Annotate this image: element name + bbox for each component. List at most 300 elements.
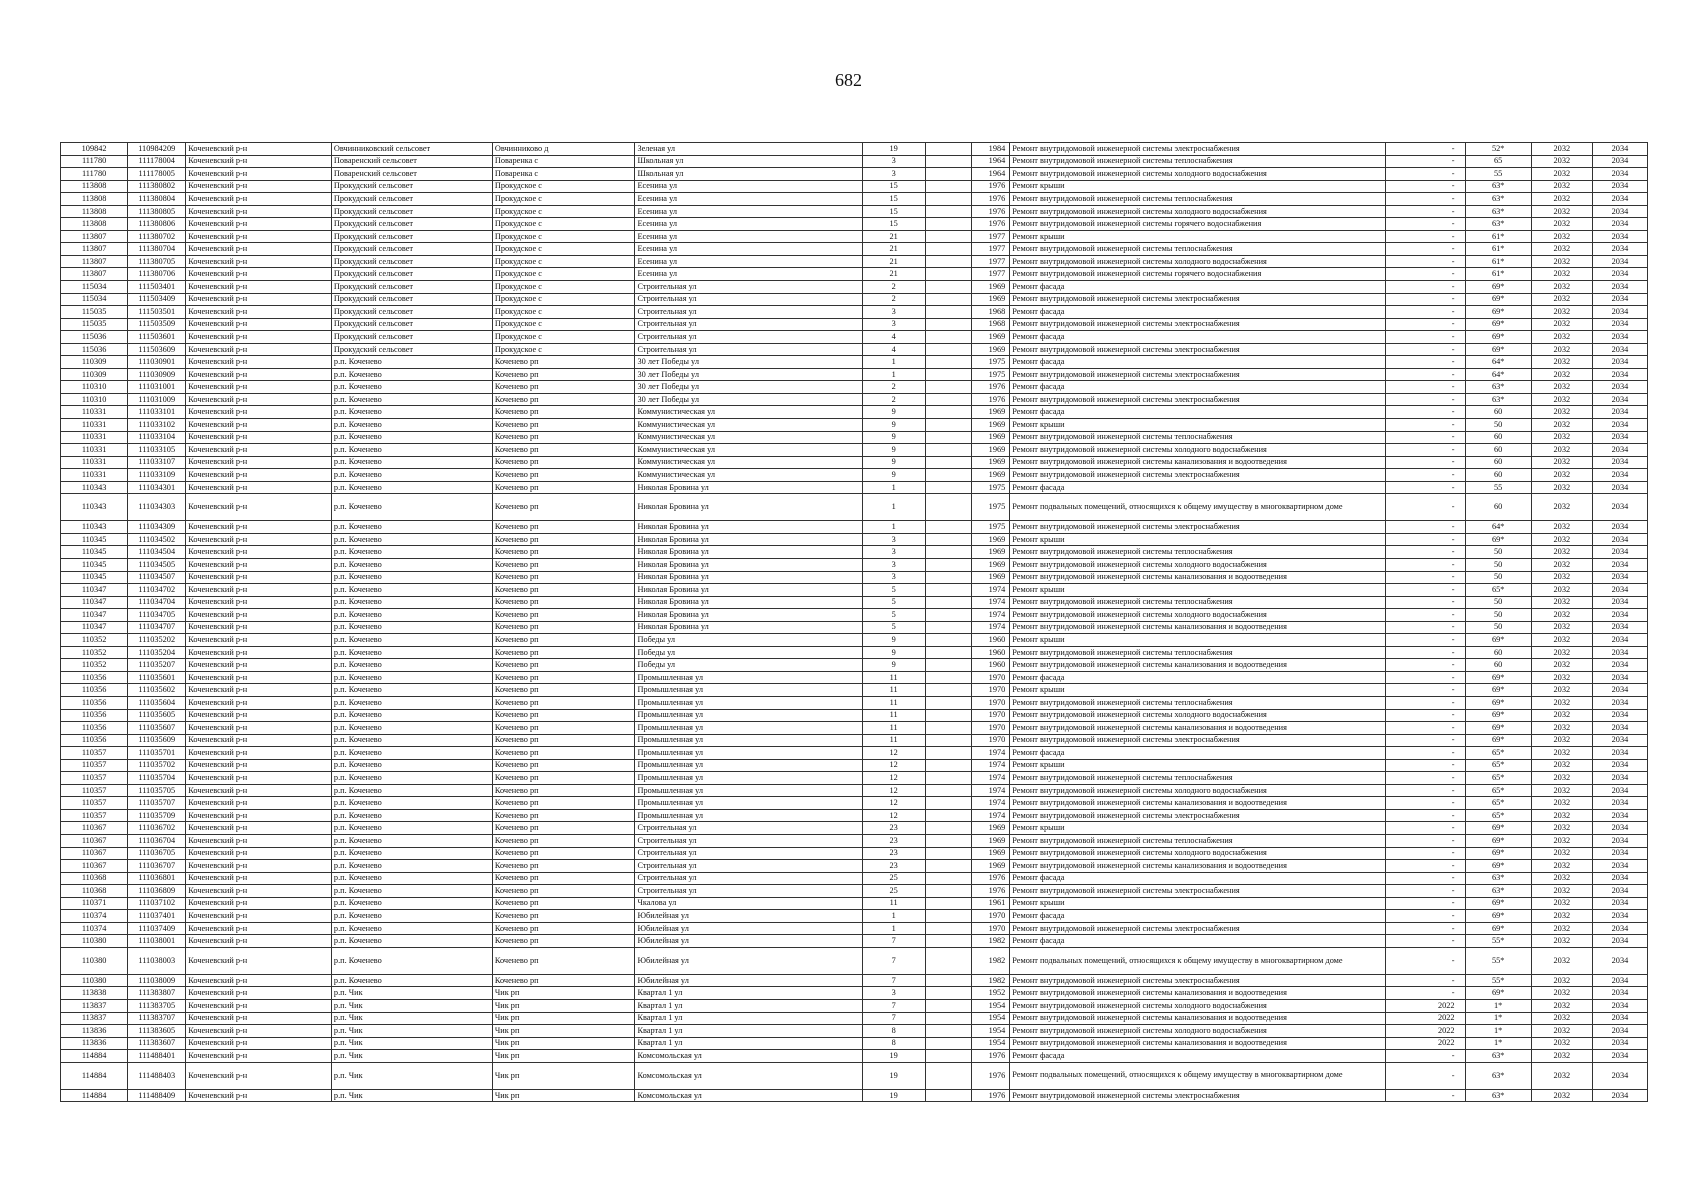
work-code-cell: 111488401 <box>128 1050 186 1063</box>
prev-repair-year-cell: - <box>1386 709 1465 722</box>
house-letter-cell <box>925 268 971 281</box>
work-code-cell: 111034705 <box>128 609 186 622</box>
street-cell: Квартал 1 ул <box>635 1000 862 1013</box>
work-type-cell: Ремонт фасада <box>1010 281 1386 294</box>
year-start-cell: 2032 <box>1531 168 1592 181</box>
year-start-cell: 2032 <box>1531 634 1592 647</box>
object-id-cell: 111780 <box>61 168 128 181</box>
district-cell: Коченевский р-н <box>186 1062 332 1089</box>
work-code-cell: 111380802 <box>128 180 186 193</box>
work-code-cell: 111383705 <box>128 1000 186 1013</box>
municipality-cell: Прокудский сельсовет <box>331 255 492 268</box>
build-year-cell: 1970 <box>971 709 1010 722</box>
locality-cell: Коченево рп <box>492 885 635 898</box>
year-end-cell: 2034 <box>1592 558 1647 571</box>
locality-cell: Чик рп <box>492 987 635 1000</box>
year-end-cell: 2034 <box>1592 684 1647 697</box>
house-letter-cell <box>925 947 971 974</box>
locality-cell: Прокудское с <box>492 243 635 256</box>
prev-repair-year-cell: - <box>1386 180 1465 193</box>
municipality-cell: р.п. Коченево <box>331 910 492 923</box>
work-code-cell: 111030901 <box>128 356 186 369</box>
build-year-cell: 1954 <box>971 1000 1010 1013</box>
locality-cell: Коченево рп <box>492 444 635 457</box>
house-number-cell: 12 <box>862 759 925 772</box>
table-row <box>61 331 1648 344</box>
table-row <box>61 797 1648 810</box>
table-row <box>61 822 1648 835</box>
street-cell: Квартал 1 ул <box>635 1012 862 1025</box>
street-cell: Коммунистическая ул <box>635 419 862 432</box>
wear-percent-cell: 69* <box>1465 331 1531 344</box>
year-end-cell: 2034 <box>1592 974 1647 987</box>
district-cell: Коченевский р-н <box>186 481 332 494</box>
work-code-cell: 111038001 <box>128 935 186 948</box>
municipality-cell: р.п. Коченево <box>331 659 492 672</box>
work-type-cell: Ремонт внутридомовой инженерной системы электроснабжения <box>1010 809 1386 822</box>
prev-repair-year-cell: - <box>1386 546 1465 559</box>
locality-cell: Прокудское с <box>492 318 635 331</box>
work-type-cell: Ремонт внутридомовой инженерной системы канализования и водоотведения <box>1010 860 1386 873</box>
object-id-cell: 110374 <box>61 910 128 923</box>
object-id-cell: 110367 <box>61 860 128 873</box>
work-type-cell: Ремонт внутридомовой инженерной системы канализования и водоотведения <box>1010 987 1386 1000</box>
build-year-cell: 1969 <box>971 281 1010 294</box>
district-cell: Коченевский р-н <box>186 734 332 747</box>
year-end-cell: 2034 <box>1592 318 1647 331</box>
district-cell: Коченевский р-н <box>186 797 332 810</box>
house-letter-cell <box>925 205 971 218</box>
work-code-cell: 111036801 <box>128 872 186 885</box>
district-cell: Коченевский р-н <box>186 759 332 772</box>
locality-cell: Коченево рп <box>492 481 635 494</box>
locality-cell: Прокудское с <box>492 205 635 218</box>
build-year-cell: 1960 <box>971 634 1010 647</box>
wear-percent-cell: 55* <box>1465 974 1531 987</box>
object-id-cell: 110352 <box>61 634 128 647</box>
municipality-cell: Прокудский сельсовет <box>331 268 492 281</box>
municipality-cell: Прокудский сельсовет <box>331 230 492 243</box>
locality-cell: Коченево рп <box>492 571 635 584</box>
locality-cell: Коченево рп <box>492 872 635 885</box>
object-id-cell: 110331 <box>61 431 128 444</box>
wear-percent-cell: 1* <box>1465 1000 1531 1013</box>
year-end-cell: 2034 <box>1592 897 1647 910</box>
work-type-cell: Ремонт фасада <box>1010 872 1386 885</box>
wear-percent-cell: 60 <box>1465 406 1531 419</box>
build-year-cell: 1960 <box>971 646 1010 659</box>
house-letter-cell <box>925 1062 971 1089</box>
house-number-cell: 5 <box>862 609 925 622</box>
work-type-cell: Ремонт крыши <box>1010 230 1386 243</box>
prev-repair-year-cell: - <box>1386 431 1465 444</box>
wear-percent-cell: 69* <box>1465 910 1531 923</box>
object-id-cell: 110368 <box>61 872 128 885</box>
wear-percent-cell: 69* <box>1465 987 1531 1000</box>
object-id-cell: 110356 <box>61 722 128 735</box>
work-type-cell: Ремонт фасада <box>1010 381 1386 394</box>
district-cell: Коченевский р-н <box>186 444 332 457</box>
work-type-cell: Ремонт внутридомовой инженерной системы электроснабжения <box>1010 343 1386 356</box>
object-id-cell: 110367 <box>61 834 128 847</box>
municipality-cell: р.п. Чик <box>331 1037 492 1050</box>
wear-percent-cell: 1* <box>1465 1025 1531 1038</box>
work-type-cell: Ремонт крыши <box>1010 419 1386 432</box>
table-row <box>61 356 1648 369</box>
house-number-cell: 3 <box>862 546 925 559</box>
street-cell: Есенина ул <box>635 255 862 268</box>
year-end-cell: 2034 <box>1592 747 1647 760</box>
work-code-cell: 111488409 <box>128 1089 186 1102</box>
work-code-cell: 111503501 <box>128 306 186 319</box>
year-end-cell: 2034 <box>1592 193 1647 206</box>
build-year-cell: 1968 <box>971 306 1010 319</box>
table-row <box>61 872 1648 885</box>
locality-cell: Коченево рп <box>492 419 635 432</box>
house-number-cell: 9 <box>862 406 925 419</box>
table-row <box>61 521 1648 534</box>
municipality-cell: р.п. Коченево <box>331 521 492 534</box>
prev-repair-year-cell: - <box>1386 293 1465 306</box>
object-id-cell: 110331 <box>61 456 128 469</box>
work-code-cell: 111035604 <box>128 696 186 709</box>
house-letter-cell <box>925 671 971 684</box>
house-number-cell: 23 <box>862 834 925 847</box>
object-id-cell: 115036 <box>61 331 128 344</box>
object-id-cell: 115035 <box>61 306 128 319</box>
year-end-cell: 2034 <box>1592 671 1647 684</box>
municipality-cell: р.п. Коченево <box>331 709 492 722</box>
house-letter-cell <box>925 709 971 722</box>
build-year-cell: 1976 <box>971 885 1010 898</box>
work-code-cell: 111380702 <box>128 230 186 243</box>
municipality-cell: Поваренский сельсовет <box>331 155 492 168</box>
table-row <box>61 444 1648 457</box>
prev-repair-year-cell: - <box>1386 885 1465 898</box>
district-cell: Коченевский р-н <box>186 872 332 885</box>
year-start-cell: 2032 <box>1531 910 1592 923</box>
municipality-cell: р.п. Коченево <box>331 759 492 772</box>
house-letter-cell <box>925 759 971 772</box>
wear-percent-cell: 63* <box>1465 218 1531 231</box>
prev-repair-year-cell: - <box>1386 860 1465 873</box>
house-number-cell: 1 <box>862 356 925 369</box>
street-cell: Юбилейная ул <box>635 947 862 974</box>
year-start-cell: 2032 <box>1531 393 1592 406</box>
object-id-cell: 110345 <box>61 546 128 559</box>
build-year-cell: 1969 <box>971 558 1010 571</box>
table-row <box>61 155 1648 168</box>
house-number-cell: 3 <box>862 318 925 331</box>
object-id-cell: 110347 <box>61 584 128 597</box>
locality-cell: Коченево рп <box>492 533 635 546</box>
house-letter-cell <box>925 784 971 797</box>
district-cell: Коченевский р-н <box>186 659 332 672</box>
house-number-cell: 3 <box>862 987 925 1000</box>
prev-repair-year-cell: 2022 <box>1386 1000 1465 1013</box>
build-year-cell: 1976 <box>971 180 1010 193</box>
municipality-cell: р.п. Коченево <box>331 935 492 948</box>
locality-cell: Коченево рп <box>492 431 635 444</box>
work-code-cell: 111035601 <box>128 671 186 684</box>
district-cell: Коченевский р-н <box>186 431 332 444</box>
work-type-cell: Ремонт внутридомовой инженерной системы теплоснабжения <box>1010 193 1386 206</box>
table-row <box>61 659 1648 672</box>
house-number-cell: 19 <box>862 143 925 156</box>
wear-percent-cell: 65* <box>1465 759 1531 772</box>
work-code-cell: 111034507 <box>128 571 186 584</box>
prev-repair-year-cell: - <box>1386 331 1465 344</box>
district-cell: Коченевский р-н <box>186 646 332 659</box>
prev-repair-year-cell: - <box>1386 318 1465 331</box>
work-code-cell: 111503409 <box>128 293 186 306</box>
work-type-cell: Ремонт внутридомовой инженерной системы теплоснабжения <box>1010 155 1386 168</box>
municipality-cell: Прокудский сельсовет <box>331 193 492 206</box>
year-end-cell: 2034 <box>1592 481 1647 494</box>
prev-repair-year-cell: - <box>1386 809 1465 822</box>
wear-percent-cell: 65* <box>1465 772 1531 785</box>
wear-percent-cell: 60 <box>1465 444 1531 457</box>
year-start-cell: 2032 <box>1531 974 1592 987</box>
house-number-cell: 3 <box>862 168 925 181</box>
street-cell: 30 лет Победы ул <box>635 368 862 381</box>
district-cell: Коченевский р-н <box>186 987 332 1000</box>
year-start-cell: 2032 <box>1531 494 1592 521</box>
house-number-cell: 2 <box>862 381 925 394</box>
work-type-cell: Ремонт фасада <box>1010 935 1386 948</box>
build-year-cell: 1975 <box>971 521 1010 534</box>
district-cell: Коченевский р-н <box>186 469 332 482</box>
object-id-cell: 110343 <box>61 494 128 521</box>
object-id-cell: 110310 <box>61 393 128 406</box>
house-number-cell: 15 <box>862 205 925 218</box>
work-type-cell: Ремонт внутридомовой инженерной системы теплоснабжения <box>1010 243 1386 256</box>
build-year-cell: 1974 <box>971 747 1010 760</box>
house-letter-cell <box>925 772 971 785</box>
object-id-cell: 110356 <box>61 709 128 722</box>
street-cell: Николая Бровина ул <box>635 558 862 571</box>
object-id-cell: 113837 <box>61 1000 128 1013</box>
build-year-cell: 1954 <box>971 1037 1010 1050</box>
object-id-cell: 113807 <box>61 255 128 268</box>
house-number-cell: 3 <box>862 533 925 546</box>
house-letter-cell <box>925 1000 971 1013</box>
build-year-cell: 1974 <box>971 809 1010 822</box>
object-id-cell: 110356 <box>61 684 128 697</box>
house-number-cell: 12 <box>862 772 925 785</box>
work-code-cell: 111383607 <box>128 1037 186 1050</box>
prev-repair-year-cell: - <box>1386 935 1465 948</box>
year-end-cell: 2034 <box>1592 772 1647 785</box>
house-number-cell: 2 <box>862 281 925 294</box>
municipality-cell: р.п. Коченево <box>331 784 492 797</box>
year-end-cell: 2034 <box>1592 343 1647 356</box>
work-type-cell: Ремонт фасада <box>1010 671 1386 684</box>
work-code-cell: 111035609 <box>128 734 186 747</box>
locality-cell: Коченево рп <box>492 947 635 974</box>
wear-percent-cell: 64* <box>1465 356 1531 369</box>
prev-repair-year-cell: - <box>1386 255 1465 268</box>
year-end-cell: 2034 <box>1592 596 1647 609</box>
work-code-cell: 111036702 <box>128 822 186 835</box>
locality-cell: Овчинниково д <box>492 143 635 156</box>
district-cell: Коченевский р-н <box>186 343 332 356</box>
build-year-cell: 1969 <box>971 343 1010 356</box>
district-cell: Коченевский р-н <box>186 494 332 521</box>
house-number-cell: 15 <box>862 180 925 193</box>
year-start-cell: 2032 <box>1531 521 1592 534</box>
wear-percent-cell: 69* <box>1465 671 1531 684</box>
district-cell: Коченевский р-н <box>186 180 332 193</box>
year-end-cell: 2034 <box>1592 571 1647 584</box>
object-id-cell: 110309 <box>61 368 128 381</box>
prev-repair-year-cell: - <box>1386 218 1465 231</box>
prev-repair-year-cell: - <box>1386 356 1465 369</box>
table-row <box>61 935 1648 948</box>
object-id-cell: 111780 <box>61 155 128 168</box>
house-letter-cell <box>925 306 971 319</box>
object-id-cell: 114884 <box>61 1062 128 1089</box>
wear-percent-cell: 50 <box>1465 546 1531 559</box>
work-code-cell: 111178004 <box>128 155 186 168</box>
locality-cell: Коченево рп <box>492 546 635 559</box>
street-cell: Строительная ул <box>635 834 862 847</box>
street-cell: Школьная ул <box>635 155 862 168</box>
locality-cell: Коченево рп <box>492 406 635 419</box>
object-id-cell: 114884 <box>61 1089 128 1102</box>
work-code-cell: 111380704 <box>128 243 186 256</box>
locality-cell: Коченево рп <box>492 368 635 381</box>
year-start-cell: 2032 <box>1531 1062 1592 1089</box>
street-cell: Промышленная ул <box>635 671 862 684</box>
house-number-cell: 9 <box>862 444 925 457</box>
house-letter-cell <box>925 255 971 268</box>
house-letter-cell <box>925 809 971 822</box>
house-number-cell: 1 <box>862 481 925 494</box>
locality-cell: Коченево рп <box>492 646 635 659</box>
work-code-cell: 111035207 <box>128 659 186 672</box>
year-end-cell: 2034 <box>1592 935 1647 948</box>
wear-percent-cell: 69* <box>1465 734 1531 747</box>
district-cell: Коченевский р-н <box>186 205 332 218</box>
work-type-cell: Ремонт внутридомовой инженерной системы электроснабжения <box>1010 368 1386 381</box>
municipality-cell: р.п. Чик <box>331 1025 492 1038</box>
work-code-cell: 111035704 <box>128 772 186 785</box>
district-cell: Коченевский р-н <box>186 1089 332 1102</box>
wear-percent-cell: 65* <box>1465 784 1531 797</box>
locality-cell: Коченево рп <box>492 659 635 672</box>
house-letter-cell <box>925 847 971 860</box>
district-cell: Коченевский р-н <box>186 255 332 268</box>
wear-percent-cell: 52* <box>1465 143 1531 156</box>
work-code-cell: 111033105 <box>128 444 186 457</box>
district-cell: Коченевский р-н <box>186 922 332 935</box>
wear-percent-cell: 63* <box>1465 193 1531 206</box>
house-number-cell: 9 <box>862 456 925 469</box>
year-start-cell: 2032 <box>1531 696 1592 709</box>
district-cell: Коченевский р-н <box>186 847 332 860</box>
work-code-cell: 111033102 <box>128 419 186 432</box>
object-id-cell: 110309 <box>61 356 128 369</box>
municipality-cell: р.п. Коченево <box>331 747 492 760</box>
house-number-cell: 15 <box>862 193 925 206</box>
object-id-cell: 110368 <box>61 885 128 898</box>
wear-percent-cell: 63* <box>1465 872 1531 885</box>
year-end-cell: 2034 <box>1592 634 1647 647</box>
prev-repair-year-cell: - <box>1386 406 1465 419</box>
work-code-cell: 111035602 <box>128 684 186 697</box>
object-id-cell: 110380 <box>61 974 128 987</box>
house-number-cell: 11 <box>862 696 925 709</box>
year-start-cell: 2032 <box>1531 759 1592 772</box>
work-type-cell: Ремонт внутридомовой инженерной системы горячего водоснабжения <box>1010 218 1386 231</box>
street-cell: Николая Бровина ул <box>635 546 862 559</box>
prev-repair-year-cell: - <box>1386 659 1465 672</box>
municipality-cell: р.п. Коченево <box>331 381 492 394</box>
build-year-cell: 1975 <box>971 356 1010 369</box>
work-code-cell: 111037102 <box>128 897 186 910</box>
build-year-cell: 1984 <box>971 143 1010 156</box>
table-row <box>61 860 1648 873</box>
wear-percent-cell: 50 <box>1465 609 1531 622</box>
prev-repair-year-cell: - <box>1386 987 1465 1000</box>
build-year-cell: 1970 <box>971 671 1010 684</box>
street-cell: Строительная ул <box>635 318 862 331</box>
house-letter-cell <box>925 243 971 256</box>
object-id-cell: 115034 <box>61 293 128 306</box>
work-code-cell: 111380806 <box>128 218 186 231</box>
build-year-cell: 1969 <box>971 331 1010 344</box>
prev-repair-year-cell: - <box>1386 469 1465 482</box>
object-id-cell: 110357 <box>61 759 128 772</box>
table-body <box>61 143 1648 1102</box>
wear-percent-cell: 50 <box>1465 571 1531 584</box>
house-number-cell: 11 <box>862 722 925 735</box>
house-letter-cell <box>925 609 971 622</box>
municipality-cell: Прокудский сельсовет <box>331 318 492 331</box>
prev-repair-year-cell: - <box>1386 872 1465 885</box>
work-type-cell: Ремонт внутридомовой инженерной системы теплоснабжения <box>1010 546 1386 559</box>
house-number-cell: 8 <box>862 1025 925 1038</box>
object-id-cell: 110331 <box>61 406 128 419</box>
locality-cell: Прокудское с <box>492 268 635 281</box>
object-id-cell: 110345 <box>61 558 128 571</box>
prev-repair-year-cell: - <box>1386 910 1465 923</box>
wear-percent-cell: 69* <box>1465 860 1531 873</box>
work-code-cell: 111035707 <box>128 797 186 810</box>
municipality-cell: р.п. Коченево <box>331 621 492 634</box>
build-year-cell: 1969 <box>971 834 1010 847</box>
table-row <box>61 759 1648 772</box>
table-row <box>61 747 1648 760</box>
street-cell: Квартал 1 ул <box>635 1037 862 1050</box>
district-cell: Коченевский р-н <box>186 696 332 709</box>
work-type-cell: Ремонт крыши <box>1010 634 1386 647</box>
district-cell: Коченевский р-н <box>186 809 332 822</box>
street-cell: 30 лет Победы ул <box>635 381 862 394</box>
house-letter-cell <box>925 1089 971 1102</box>
house-number-cell: 19 <box>862 1089 925 1102</box>
year-start-cell: 2032 <box>1531 809 1592 822</box>
municipality-cell: Прокудский сельсовет <box>331 343 492 356</box>
year-end-cell: 2034 <box>1592 847 1647 860</box>
house-letter-cell <box>925 533 971 546</box>
locality-cell: Коченево рп <box>492 381 635 394</box>
district-cell: Коченевский р-н <box>186 243 332 256</box>
municipality-cell: Прокудский сельсовет <box>331 331 492 344</box>
year-end-cell: 2034 <box>1592 872 1647 885</box>
locality-cell: Коченево рп <box>492 621 635 634</box>
